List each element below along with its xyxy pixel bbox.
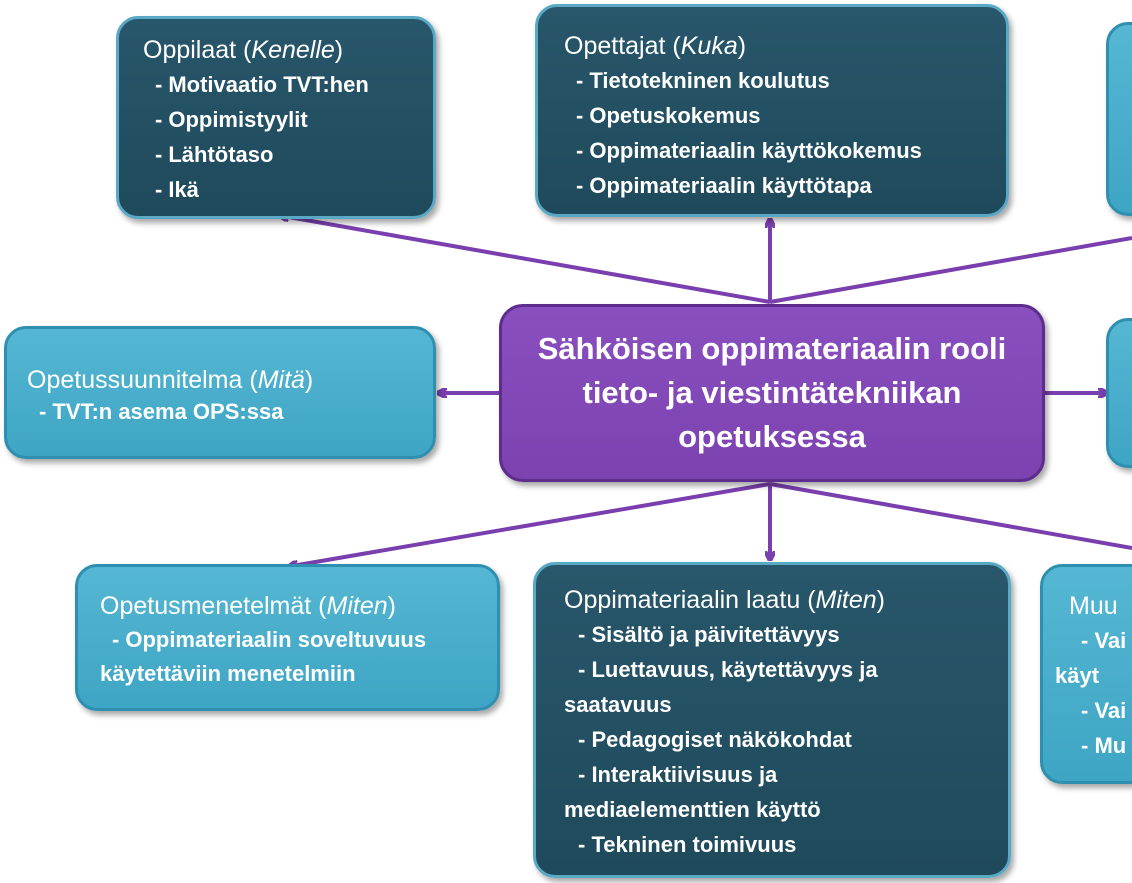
node-opettajat-title: Opettajat (Kuka)	[564, 32, 747, 60]
list-item: - Vai	[1081, 698, 1127, 723]
node-opetusmenetelmat-title: Opetusmenetelmät (Miten)	[100, 592, 396, 620]
node-muut-title: Muu	[1069, 592, 1118, 620]
central-topic-line: tieto- ja viestintätekniikan	[582, 375, 962, 410]
list-item: - Interaktiivisuus ja	[578, 762, 778, 787]
central-topic-line: opetuksessa	[678, 419, 866, 454]
node-oppilaat-title: Oppilaat (Kenelle)	[143, 36, 344, 64]
list-item: - Pedagogiset näkökohdat	[578, 727, 852, 752]
list-item: - Lähtötaso	[155, 142, 274, 167]
list-item: - Vai	[1081, 628, 1127, 653]
node-muut-partial	[1040, 564, 1132, 784]
list-item-continuation: käyt	[1055, 663, 1100, 688]
list-item: - Tietotekninen koulutus	[576, 68, 830, 93]
node-opetussuunnitelma	[4, 326, 436, 459]
arrow-to-bottom-right	[770, 484, 1132, 548]
list-item: - Sisältö ja päivitettävyys	[578, 622, 840, 647]
node-opettajat	[535, 4, 1009, 217]
central-topic-line: Sähköisen oppimateriaalin rooli	[537, 331, 1007, 366]
list-item: - Oppimateriaalin soveltuvuus	[112, 627, 427, 652]
node-opetusmenetelmat	[75, 564, 500, 711]
list-item: - Mu	[1081, 733, 1127, 758]
node-oppilaat	[116, 16, 436, 219]
arrow-to-top-right	[770, 238, 1132, 302]
node-right-partial	[1106, 318, 1132, 468]
list-item: - Opetuskokemus	[576, 103, 761, 128]
node-opetussuunnitelma-title: Opetussuunnitelma (Mitä)	[27, 366, 314, 394]
list-item: - Tekninen toimivuus	[578, 832, 797, 857]
arrow-to-menetelmat	[292, 484, 770, 566]
list-item: - Luettavuus, käytettävyys ja	[578, 657, 878, 682]
list-item-continuation: mediaelementtien käyttö	[564, 797, 821, 822]
list-item: - TVT:n asema OPS:ssa	[39, 399, 284, 424]
list-item-continuation: saatavuus	[564, 692, 672, 717]
list-item: - Oppimateriaalin käyttötapa	[576, 173, 872, 198]
list-item: - Ikä	[155, 177, 199, 202]
node-top-right-partial	[1106, 22, 1132, 216]
central-topic	[499, 304, 1045, 482]
list-item-continuation: käytettäviin menetelmiin	[100, 661, 356, 686]
node-laatu-title: Oppimateriaalin laatu (Miten)	[564, 586, 885, 614]
list-item: - Motivaatio TVT:hen	[155, 72, 369, 97]
list-item: - Oppimateriaalin käyttökokemus	[576, 138, 922, 163]
arrow-to-oppilaat	[283, 216, 770, 302]
node-oppimateriaalin-laatu	[533, 562, 1011, 878]
list-item: - Oppimistyylit	[155, 107, 308, 132]
